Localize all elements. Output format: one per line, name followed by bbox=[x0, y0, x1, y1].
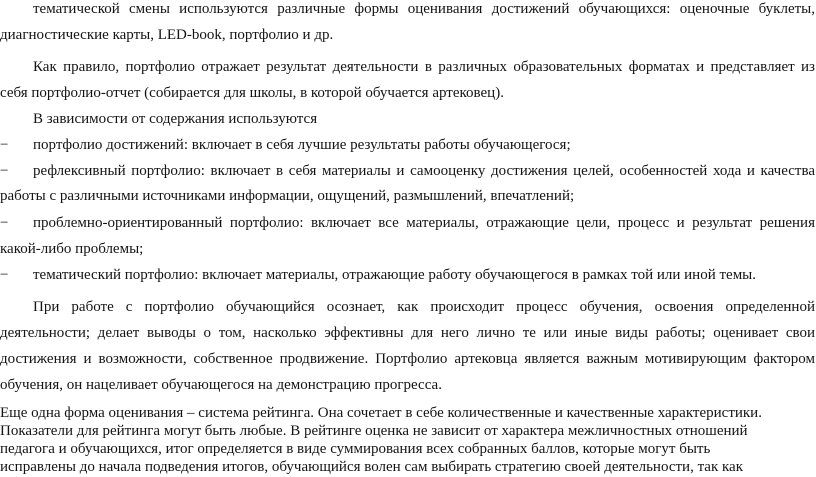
paragraph-line: диагностические карты, LED-book, портфолио и др. bbox=[0, 27, 334, 43]
paragraph-line: деятельности; делает выводы о том, насколько эффективны для него лично те или иные виды работы; оценивает свои bbox=[0, 325, 815, 341]
list-item: тематический портфолио: включает материалы, отражающие работу обучающегося в рамках той или иной темы. bbox=[33, 267, 757, 283]
list-bullet: − bbox=[0, 137, 9, 153]
list-item: рефлексивный портфолио: включает в себя материалы и самооценку достижения целей, особенностей хода и качества bbox=[33, 163, 815, 179]
paragraph-line: педагога и обучающихся, итог определяется в виде суммирования всех собранных баллов, которые могут быть bbox=[0, 441, 711, 457]
list-item-continuation: работы с различными источниками информации, ощущений, размышлений, впечатлений; bbox=[0, 188, 575, 204]
paragraph-line: достижения и возможности, собственное продвижение. Портфолио артековца является важным мотивирующим фактором bbox=[0, 351, 815, 367]
paragraph-line: При работе с портфолио обучающийся осознает, как происходит процесс обучения, освоения определенной bbox=[33, 299, 815, 315]
paragraph-line: Как правило, портфолио отражает результат деятельности в различных образовательных форматах и представляет из bbox=[33, 59, 815, 75]
paragraph-line: Еще одна форма оценивания – система рейтинга. Она сочетает в себе количественные и качественные характеристики. bbox=[0, 405, 762, 421]
list-bullet: − bbox=[0, 267, 9, 283]
paragraph-line: тематической смены используются различные формы оценивания достижений обучающихся: оценочные буклеты, bbox=[33, 1, 815, 17]
list-item: портфолио достижений: включает в себя лучшие результаты работы обучающегося; bbox=[33, 137, 571, 153]
paragraph-line: исправлены до начала подведения итогов, обучающийся волен сам выбирать стратегию своей деятельности, так как bbox=[0, 459, 744, 475]
paragraph-line: В зависимости от содержания используются bbox=[33, 111, 318, 127]
list-item: проблемно-ориентированный портфолио: включает все материалы, отражающие цели, процесс и результат решения bbox=[33, 215, 815, 231]
paragraph-line: Показатели для рейтинга могут быть любые. В рейтинге оценка не зависит от характера межличностных отношений bbox=[0, 423, 748, 439]
list-item-continuation: какой-либо проблемы; bbox=[0, 241, 144, 257]
list-bullet: − bbox=[0, 215, 9, 231]
list-bullet: − bbox=[0, 163, 9, 179]
paragraph-line: себя портфолио-отчет (собирается для школы, в которой обучается артековец). bbox=[0, 85, 504, 101]
paragraph-line: обучения, он нацеливает обучающегося на демонстрацию прогресса. bbox=[0, 377, 442, 393]
